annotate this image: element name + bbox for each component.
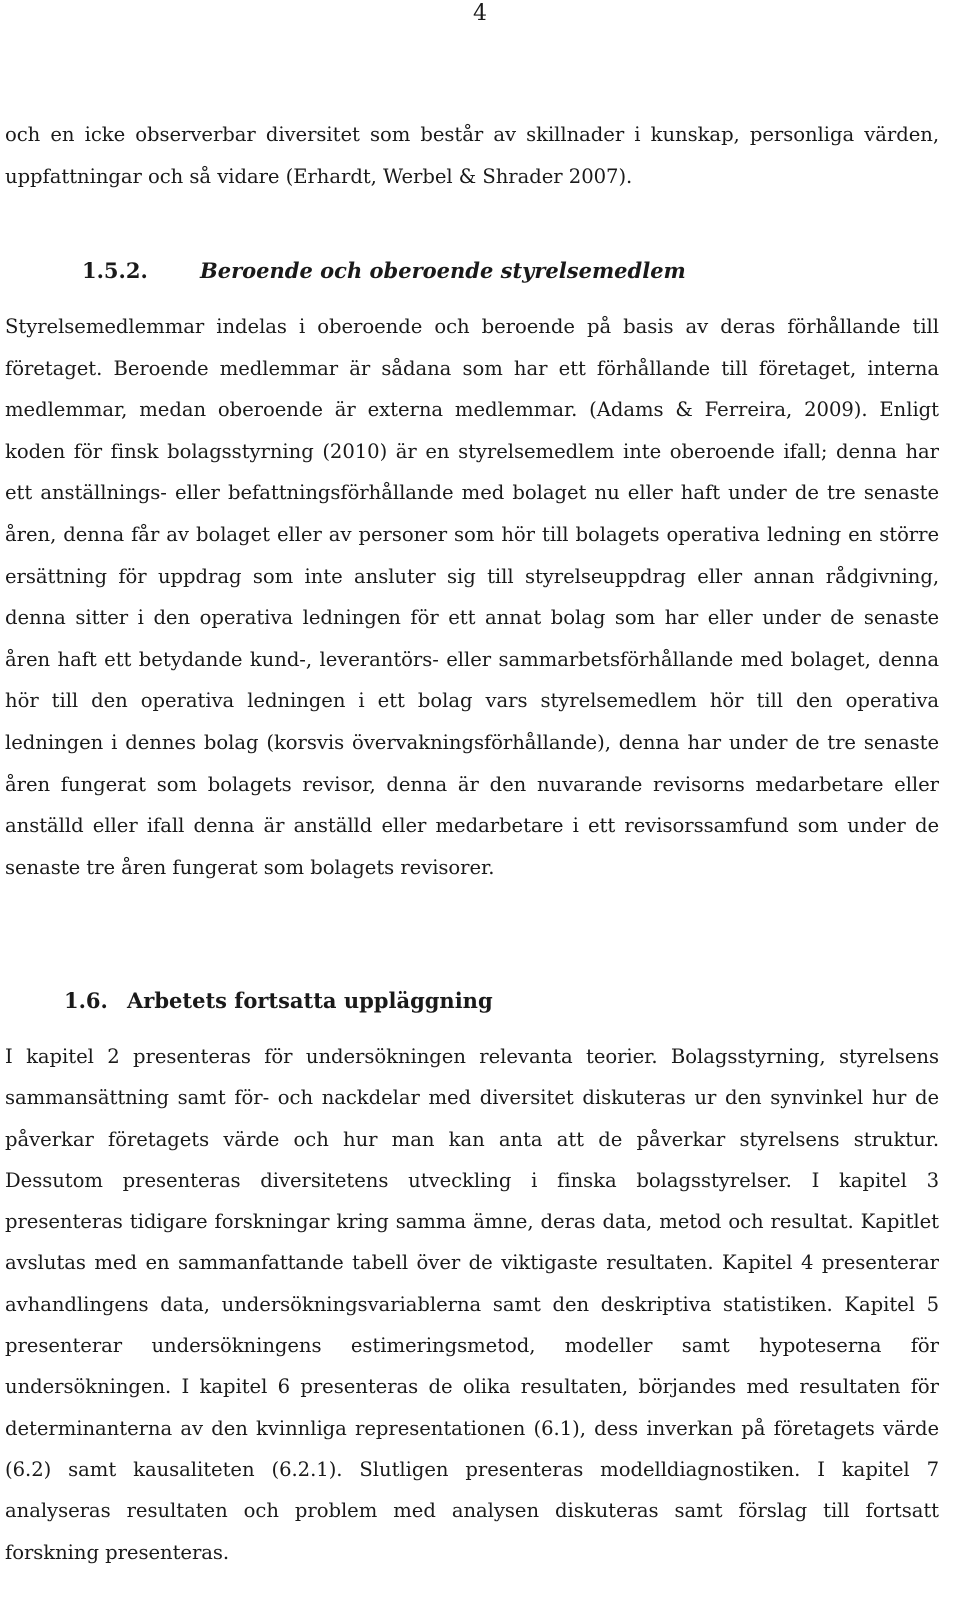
paragraph-independent-members: Styrelsemedlemmar indelas i oberoende och beroende på basis av deras förhållande till företaget. Beroende medlemmar är sådana som har ett förhållande till företaget, interna medlemmar, medan oberoende är externa medlemmar. (Adams & Ferreira, 2009). Enligt koden för finsk bolagsstyrning (2010) är en styrelsemedlem inte oberoende ifall; denna har ett anställnings- eller befattningsförhållande med bolaget nu eller haft under de tre senaste åren, denna får av bolaget eller av personer som hör till bolagets operativa ledning en större ersättning för uppdrag som inte ansluter sig till styrelseuppdrag eller annan rådgivning, denna sitter i den operativa ledningen för ett annat bolag som har eller under de senaste åren haft ett betydande kund-, leverantörs- eller sammarbetsförhållande med bolaget, denna hör till den operativa ledningen i ett bolag vars styrelsemedlem hör till den operativa ledningen i dennes bolag (korsvis övervakningsförhållande), denna har under de tre senaste åren fungerat som bolagets revisor, denna är den nuvarande revisorns medarbetare eller anställd eller ifall denna är anställd eller medarbetare i ett revisorssamfund som under de senaste tre åren fungerat som bolagets revisorer. [5,315,939,879]
paragraph-thesis-structure: I kapitel 2 presenteras för undersökningen relevanta teorier. Bolagsstyrning, styrelsens sammansättning samt för- och nackdelar med diversitet diskuteras ur den synvinkel hur de påverkar företagets värde och hur man kan anta att de påverkar styrelsens struktur. Dessutom presenteras diversitetens utveckling i finska bolagsstyrelser. I kapitel 3 presenteras tidigare forskningar kring samma ämne, deras data, metod och resultat. Kapitlet avslutas med en sammanfattande tabell över de viktigaste resultaten. Kapitel 4 presenterar avhandlingens data, undersökningsvariablerna samt den deskriptiva statistiken. Kapitel 5 presenterar undersökningens estimeringsmetod, modeller samt hypoteserna för undersökningen. I kapitel 6 presenteras de olika resultaten, börjandes med resultaten för determinanterna av den kvinnliga representationen (6.1), dess inverkan på företagets värde (6.2) samt kausaliteten (6.2.1). Slutligen presenteras modelldiagnostiken. I kapitel 7 analyseras resultaten och problem med analysen diskuteras samt förslag till fortsatt forskning presenteras. [5,1045,939,1564]
section-number: 1.5.2. [82,258,148,283]
page-number: 4 [473,1,487,26]
section-number: 1.6. [64,988,108,1013]
paragraph-diversity-continuation: och en icke observerbar diversitet som består av skillnader i kunskap, personliga värden, uppfattningar och så vidare (Erhardt, Werbel & Shrader 2007). [5,123,939,188]
section-title: Beroende och oberoende styrelsemedlem [200,258,686,283]
section-title: Arbetets fortsatta uppläggning [127,988,493,1013]
